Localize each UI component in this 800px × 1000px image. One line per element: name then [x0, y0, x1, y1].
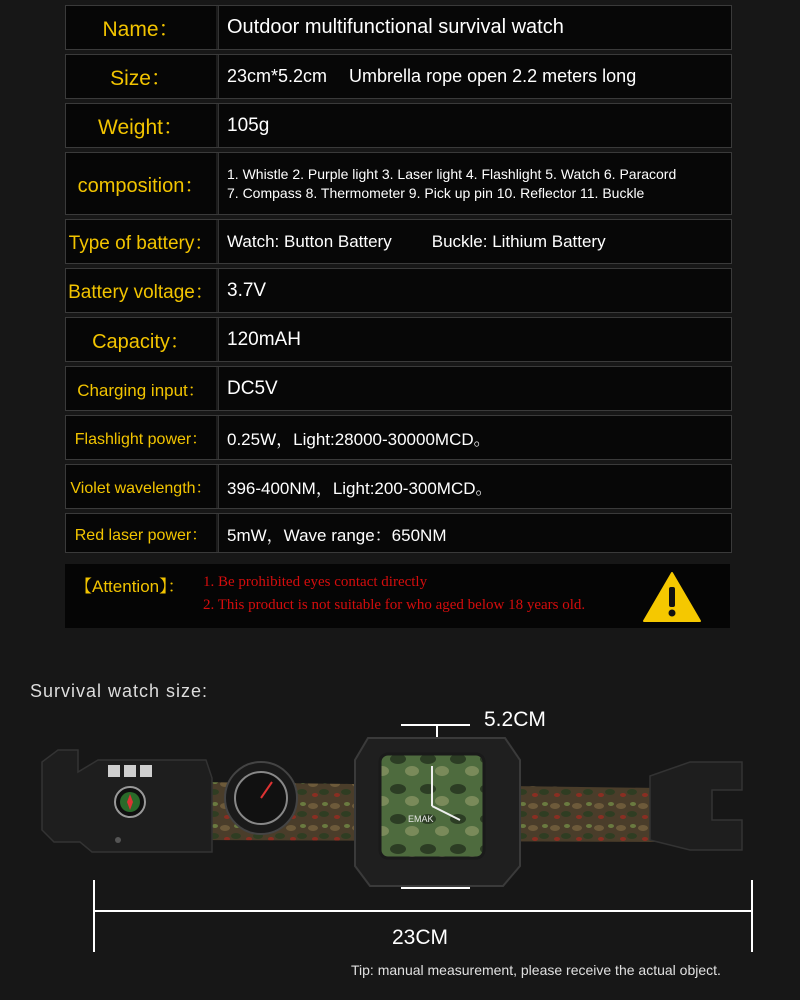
spec-value: 5mW，Wave range：650NM — [218, 514, 731, 552]
spec-value: 396-400NM，Light:200-300MCD。 — [218, 465, 731, 508]
composition-line-1: 1. Whistle 2. Purple light 3. Laser light 4. Flashlight 5. Watch 6. Paracord — [227, 165, 677, 182]
right-buckle — [650, 762, 742, 850]
spec-value: 0.25W，Light:28000-30000MCD。 — [218, 416, 731, 459]
left-buckle — [42, 750, 212, 852]
size-section-heading: Survival watch size: — [30, 681, 209, 701]
spec-row-flashlight-power — [65, 415, 732, 460]
spec-row-composition — [65, 152, 732, 215]
spec-row-charging-input — [65, 366, 732, 411]
spec-label: Red laser power： — [66, 514, 218, 552]
spec-row-weight — [65, 103, 732, 148]
light-module-icon — [140, 765, 152, 777]
size-rope-length: Umbrella rope open 2.2 meters long — [349, 66, 637, 86]
spec-table — [65, 5, 732, 557]
attention-line-1: 1. Be prohibited eyes contact directly — [203, 574, 428, 590]
watch-body — [355, 738, 520, 886]
battery-watch: Watch: Button Battery — [227, 231, 392, 251]
attention-line-2: 2. This product is not suitable for who aged below 18 years old. — [203, 597, 586, 613]
whistle-icon — [115, 837, 121, 843]
spec-value: DC5V — [218, 367, 731, 410]
size-dimensions: 23cm*5.2cm — [227, 66, 328, 86]
light-module-icon — [108, 765, 120, 777]
thermometer-icon — [225, 762, 297, 834]
spec-label: Weight： — [66, 104, 218, 147]
spec-label: Capacity： — [66, 318, 218, 361]
spec-value: 3.7V — [218, 269, 731, 312]
spec-value — [218, 55, 731, 98]
attention-box — [65, 564, 730, 628]
spec-label: Name： — [66, 6, 218, 49]
watch-length-label: 23CM — [392, 926, 449, 949]
spec-label: Violet wavelength： — [66, 465, 218, 508]
spec-row-battery-type — [65, 219, 732, 264]
spec-row-battery-voltage — [65, 268, 732, 313]
spec-value: Outdoor multifunctional survival watch — [218, 6, 731, 49]
measurement-tip: Tip: manual measurement, please receive the actual object. — [351, 962, 721, 978]
watch-width-label: 5.2CM — [484, 708, 546, 731]
spec-label: Charging input： — [66, 367, 218, 410]
length-dimension-line — [94, 880, 752, 952]
spec-value: 120mAH — [218, 318, 731, 361]
attention-label: 【Attention】： — [75, 577, 185, 596]
spec-value: 105g — [218, 104, 731, 147]
spec-label: Size： — [66, 55, 218, 98]
watch-brand: EMAK — [408, 814, 434, 824]
spec-row-capacity — [65, 317, 732, 362]
spec-row-size — [65, 54, 732, 99]
warning-triangle-icon — [642, 571, 702, 623]
spec-row-red-laser-power — [65, 513, 732, 553]
spec-value — [218, 220, 731, 263]
composition-line-2: 7. Compass 8. Thermometer 9. Pick up pin 10. Reflector 11. Buckle — [227, 184, 645, 201]
spec-row-violet-wavelength — [65, 464, 732, 509]
spec-label: Battery voltage： — [66, 269, 218, 312]
spec-label: composition： — [66, 153, 218, 214]
battery-buckle: Buckle: Lithium Battery — [431, 231, 606, 251]
spec-value — [218, 153, 731, 214]
spec-label: Type of battery： — [66, 220, 218, 263]
watch-size-diagram — [0, 690, 800, 970]
light-module-icon — [124, 765, 136, 777]
spec-label: Flashlight power： — [66, 416, 218, 459]
spec-row-name — [65, 5, 732, 50]
